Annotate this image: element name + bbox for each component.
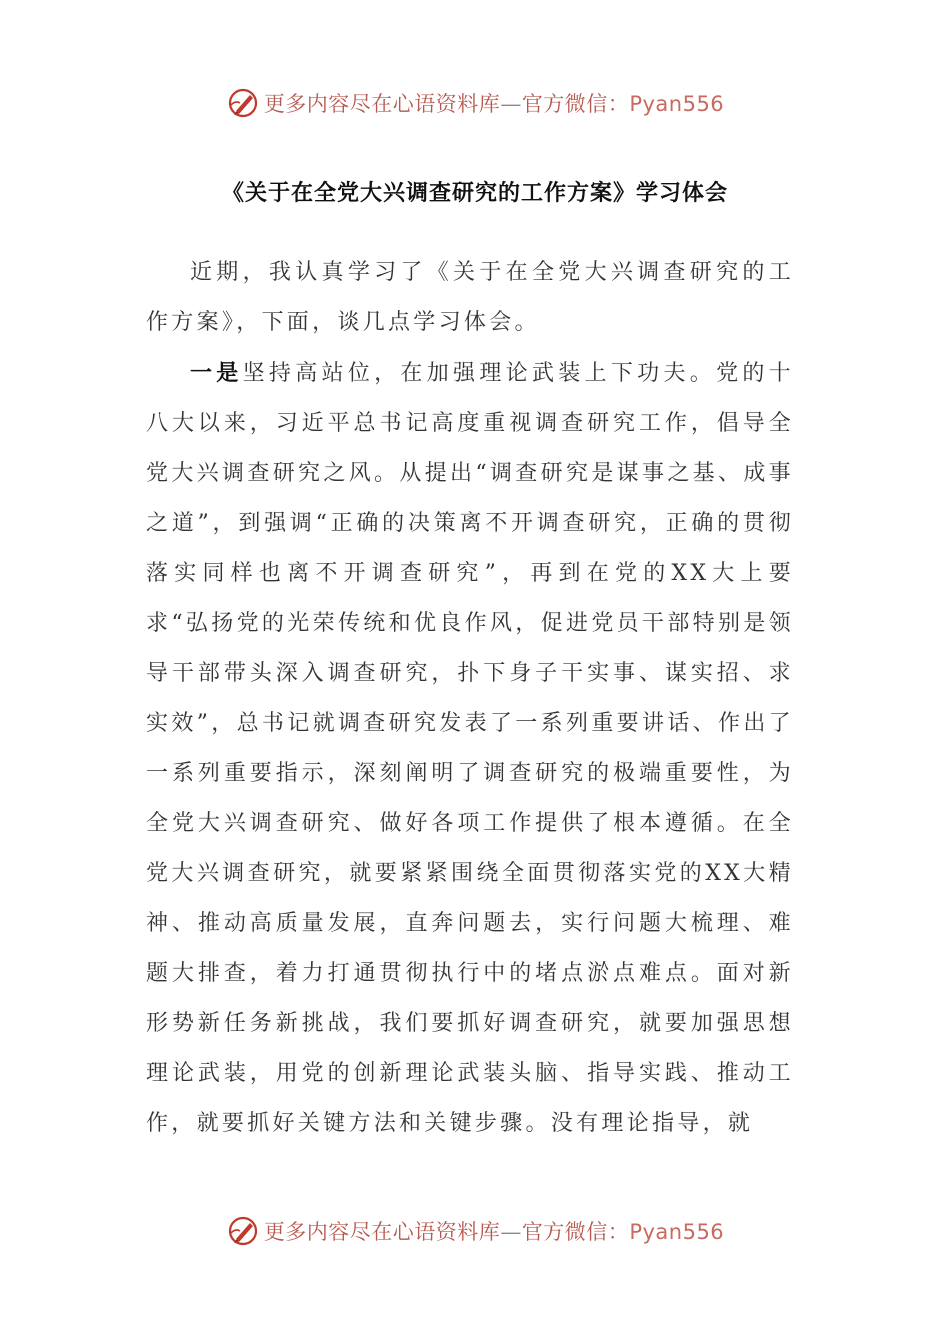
paragraph-intro <box>146 248 794 348</box>
banner-dash: — <box>500 92 522 116</box>
header-banner <box>0 83 950 123</box>
paragraph-point-one <box>146 348 794 1149</box>
banner-label: 官方微信： <box>521 92 630 116</box>
pen-logo-icon <box>226 1214 260 1248</box>
pen-logo-icon <box>226 86 260 120</box>
banner-wechat-id: Pyan556 <box>629 1220 725 1244</box>
paragraph-intro-text: 近期，我认真学习了《关于在全党大兴调查研究的工作方案》，下面，谈几点学习体会。 <box>146 260 794 335</box>
banner-wechat-id: Pyan556 <box>629 92 725 116</box>
banner-text <box>264 1216 724 1246</box>
banner-main-text: 更多内容尽在心语资料库 <box>263 1220 501 1244</box>
banner-main-text: 更多内容尽在心语资料库 <box>263 92 501 116</box>
paragraph-point-one-text: 坚持高站位，在加强理论武装上下功夫。党的十八大以来，习近平总书记高度重视调查研究工作，倡导全党大兴调查研究之风。从提出“调查研究是谋事之基、成事之道”，到强调“正确的决策离不开调查研究，正确的贯彻落实同样也离不开调查研究”，再到在党的XX大上要求“弘扬党的光荣传统和优良作风，促进党员干部特别是领导干部带头深入调查研究，扑下身子干实事、谋实招、求实效”，总书记就调查研究发表了一系列重要讲话、作出了一系列重要指示，深刻阐明了调查研究的极端重要性，为全党大兴调查研究、做好各项工作提供了根本遵循。在全党大兴调查研究，就要紧紧围绕全面贯彻落实党的XX大精神、推动高质量发展，直奔问题去，实行问题大梳理、难题大排查，着力打通贯彻执行中的堵点淤点难点。面对新形势新任务新挑战，我们要抓好调查研究，就要加强思想理论武装，用党的创新理论武装头脑、指导实践、推动工作，就要抓好关键方法和关键步骤。没有理论指导，就 <box>146 361 794 1136</box>
document-body <box>146 248 794 1149</box>
banner-text <box>264 88 724 118</box>
paragraph-point-one-lead: 一是 <box>190 360 243 386</box>
banner-label: 官方微信： <box>521 1220 630 1244</box>
document-title: 《关于在全党大兴调查研究的工作方案》学习体会 <box>221 181 728 206</box>
footer-banner <box>0 1211 950 1251</box>
banner-dash: — <box>500 1220 522 1244</box>
